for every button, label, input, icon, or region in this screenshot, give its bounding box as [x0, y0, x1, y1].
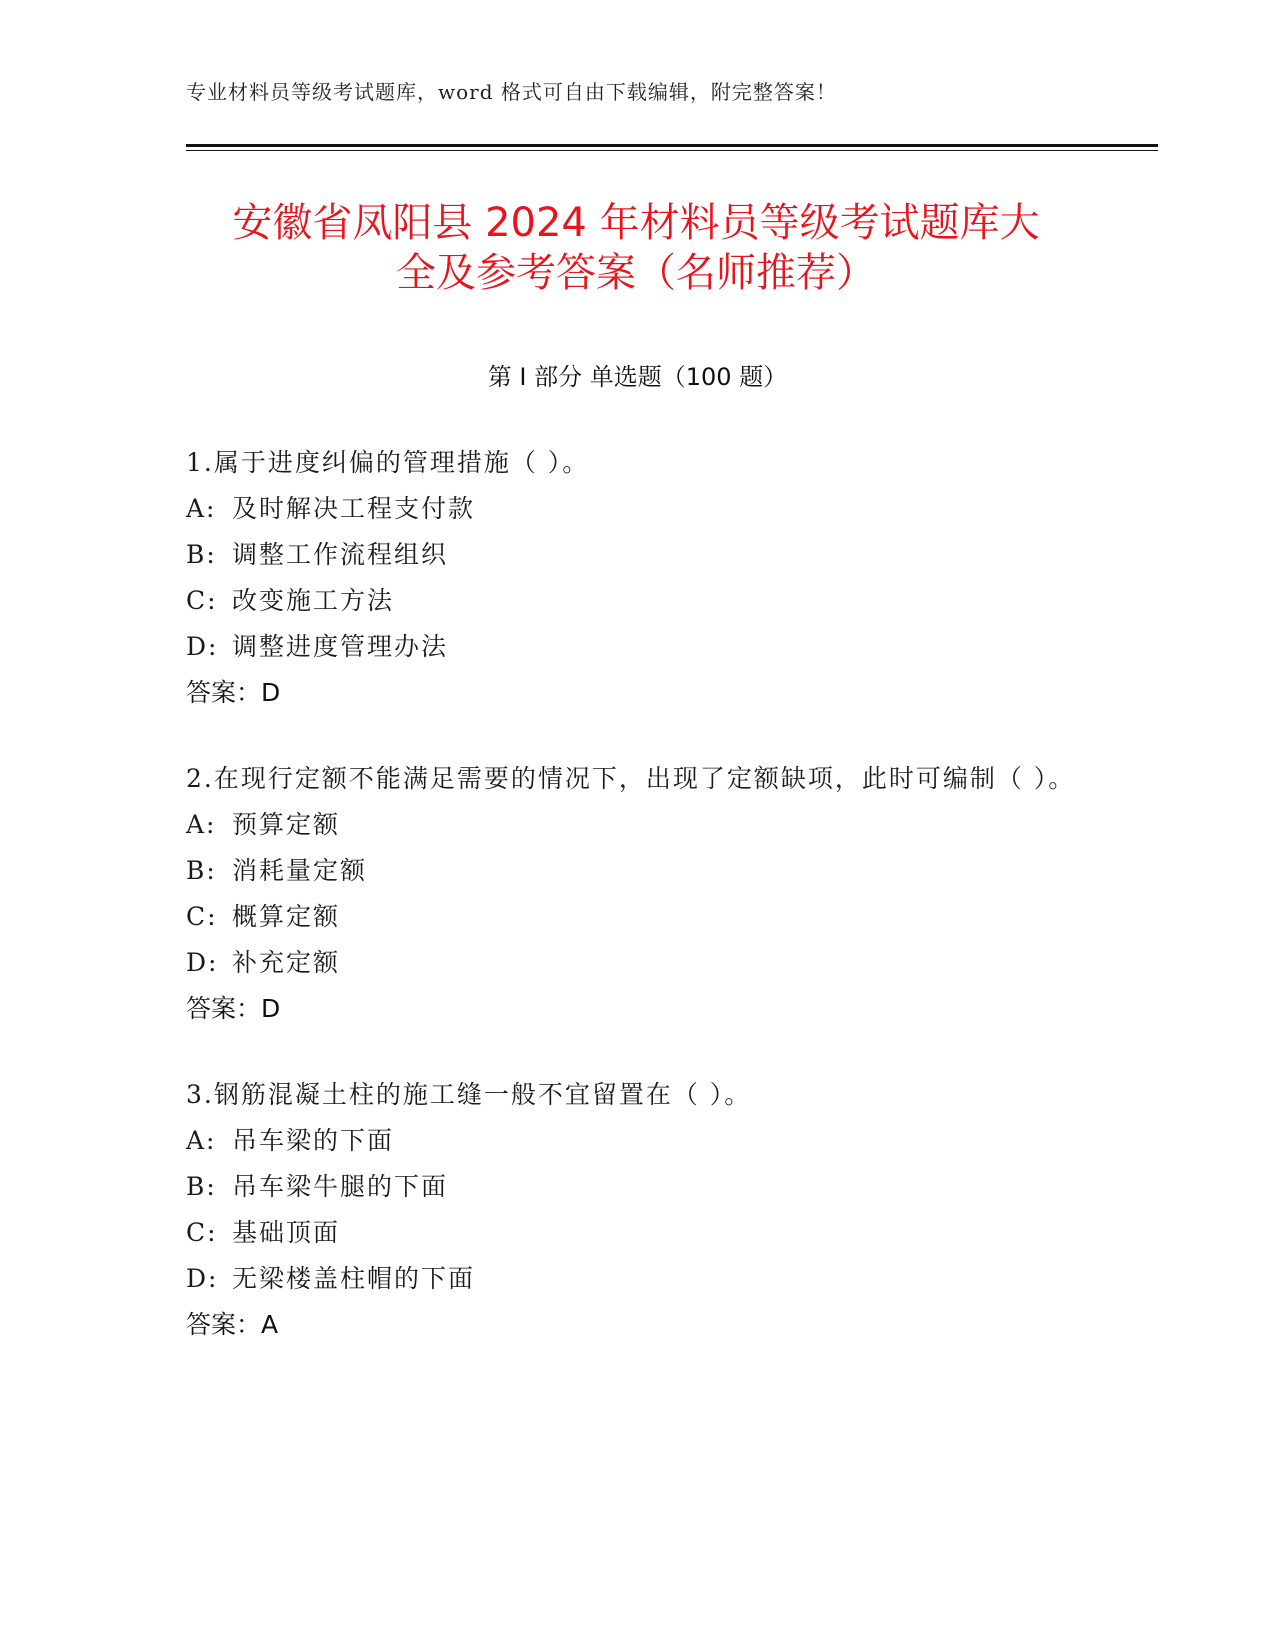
- option-text: 无梁楼盖柱帽的下面: [232, 1264, 476, 1293]
- option-key: D:: [186, 948, 219, 977]
- option-key: C:: [186, 586, 218, 615]
- option-text: 预算定额: [232, 810, 341, 839]
- header-note: 专业材料员等级考试题库，word 格式可自由下载编辑，附完整答案！: [186, 80, 837, 104]
- answer-line: 答案：D: [186, 994, 281, 1023]
- option-b: [186, 848, 1086, 894]
- option-key: A:: [186, 494, 217, 523]
- option-key: D:: [186, 632, 219, 661]
- option-key: B:: [186, 1172, 217, 1201]
- option-text: 及时解决工程支付款: [232, 494, 476, 523]
- question-3: [186, 1072, 1086, 1348]
- option-b: [186, 532, 1086, 578]
- option-a: [186, 486, 1086, 532]
- option-text: 基础顶面: [232, 1218, 341, 1247]
- header-rule-thick: [186, 144, 1158, 147]
- question-2: [186, 756, 1086, 1032]
- question-stem: 3.钢筋混凝土柱的施工缝一般不宜留置在（ ）。: [186, 1080, 752, 1109]
- question-1: [186, 440, 1086, 716]
- option-text: 调整工作流程组织: [232, 540, 449, 569]
- option-c: [186, 578, 1086, 624]
- answer-line: 答案：A: [186, 1310, 279, 1339]
- option-c: [186, 894, 1086, 940]
- option-text: 改变施工方法: [232, 586, 395, 615]
- answer-line: 答案：D: [186, 678, 281, 707]
- option-text: 概算定额: [232, 902, 341, 931]
- option-key: C:: [186, 1218, 218, 1247]
- option-a: [186, 1118, 1086, 1164]
- section-title: 第 I 部分 单选题（100 题）: [487, 363, 788, 391]
- option-key: B:: [186, 856, 217, 885]
- option-b: [186, 1164, 1086, 1210]
- document-title-line-1: 安徽省凤阳县 2024 年材料员等级考试题库大: [232, 200, 1040, 246]
- question-list: [186, 440, 1086, 1388]
- option-key: D:: [186, 1264, 219, 1293]
- question-stem: 2.在现行定额不能满足需要的情况下，出现了定额缺项，此时可编制（ ）。: [186, 764, 1076, 793]
- option-text: 调整进度管理办法: [232, 632, 449, 661]
- option-text: 消耗量定额: [232, 856, 368, 885]
- option-key: C:: [186, 902, 218, 931]
- option-d: [186, 624, 1086, 670]
- option-c: [186, 1210, 1086, 1256]
- option-key: A:: [186, 1126, 217, 1155]
- question-stem: 1.属于进度纠偏的管理措施（ ）。: [186, 448, 590, 477]
- option-text: 吊车梁的下面: [232, 1126, 395, 1155]
- option-text: 补充定额: [232, 948, 341, 977]
- option-a: [186, 802, 1086, 848]
- option-key: B:: [186, 540, 217, 569]
- document-title: [186, 198, 1086, 298]
- document-title-line-2: 全及参考答案（名师推荐）: [396, 250, 876, 296]
- header-rule-thin: [186, 150, 1158, 151]
- option-d: [186, 1256, 1086, 1302]
- option-d: [186, 940, 1086, 986]
- option-key: A:: [186, 810, 217, 839]
- option-text: 吊车梁牛腿的下面: [232, 1172, 449, 1201]
